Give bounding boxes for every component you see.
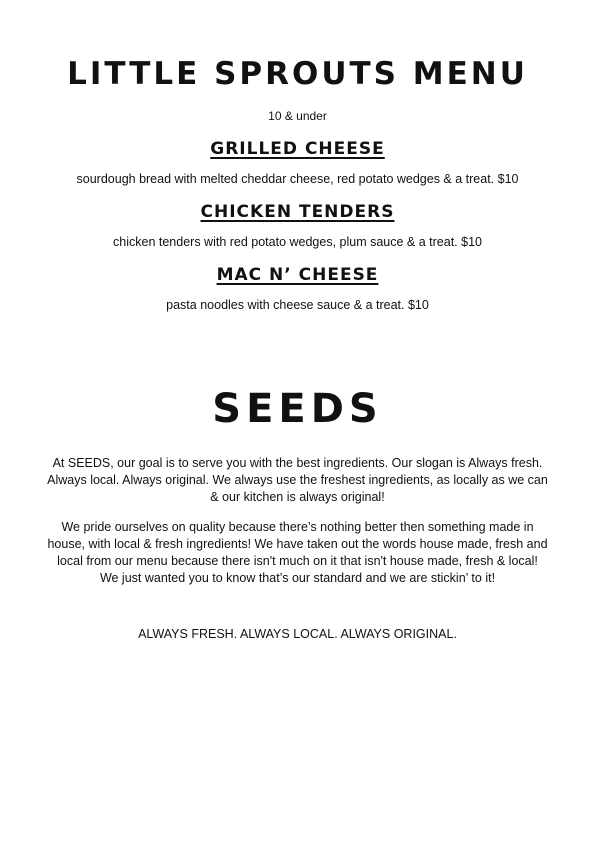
menu-item-name-chicken-tenders bbox=[0, 201, 595, 223]
about-title: SEEDS bbox=[212, 386, 383, 432]
paragraph-line: house, with local & fresh ingredients! We have taken out the words house made, fresh and bbox=[47, 537, 548, 551]
menu-item-name-mac-n-cheese bbox=[0, 264, 595, 286]
paragraph-line: local from our menu because there isn't much on it that isn't house made, fresh & local! bbox=[57, 554, 538, 568]
menu-item-name-grilled-cheese bbox=[0, 138, 595, 160]
menu-item-name-text: MAC N’ CHEESE bbox=[216, 265, 379, 285]
age-note: 10 & under bbox=[268, 109, 327, 123]
menu-item-description-chicken-tenders: chicken tenders with red potato wedges, plum sauce & a treat. $10 bbox=[113, 235, 482, 249]
kids-menu-title: LITTLE SPROUTS MENU bbox=[67, 56, 528, 92]
slogan: ALWAYS FRESH. ALWAYS LOCAL. ALWAYS ORIGINAL. bbox=[138, 627, 457, 641]
menu-item-description-mac-n-cheese: pasta noodles with cheese sauce & a treat. $10 bbox=[166, 298, 429, 312]
menu-item-name-text: GRILLED CHEESE bbox=[210, 139, 385, 159]
menu-item-description-grilled-cheese: sourdough bread with melted cheddar cheese, red potato wedges & a treat. $10 bbox=[76, 172, 519, 186]
paragraph-line: At SEEDS, our goal is to serve you with the best ingredients. Our slogan is Always fresh. bbox=[52, 456, 543, 470]
paragraph-line: & our kitchen is always original! bbox=[210, 490, 385, 504]
paragraph-line: We just wanted you to know that’s our standard and we are stickin’ to it! bbox=[99, 571, 496, 585]
about-paragraph-2 bbox=[24, 519, 571, 587]
paragraph-line: Always local. Always original. We always use the freshest ingredients, as locally as we can bbox=[47, 473, 548, 487]
paragraph-line: We pride ourselves on quality because there’s nothing better then something made in bbox=[61, 520, 534, 534]
about-paragraph-1 bbox=[24, 455, 571, 506]
menu-item-name-text: CHICKEN TENDERS bbox=[200, 202, 395, 222]
